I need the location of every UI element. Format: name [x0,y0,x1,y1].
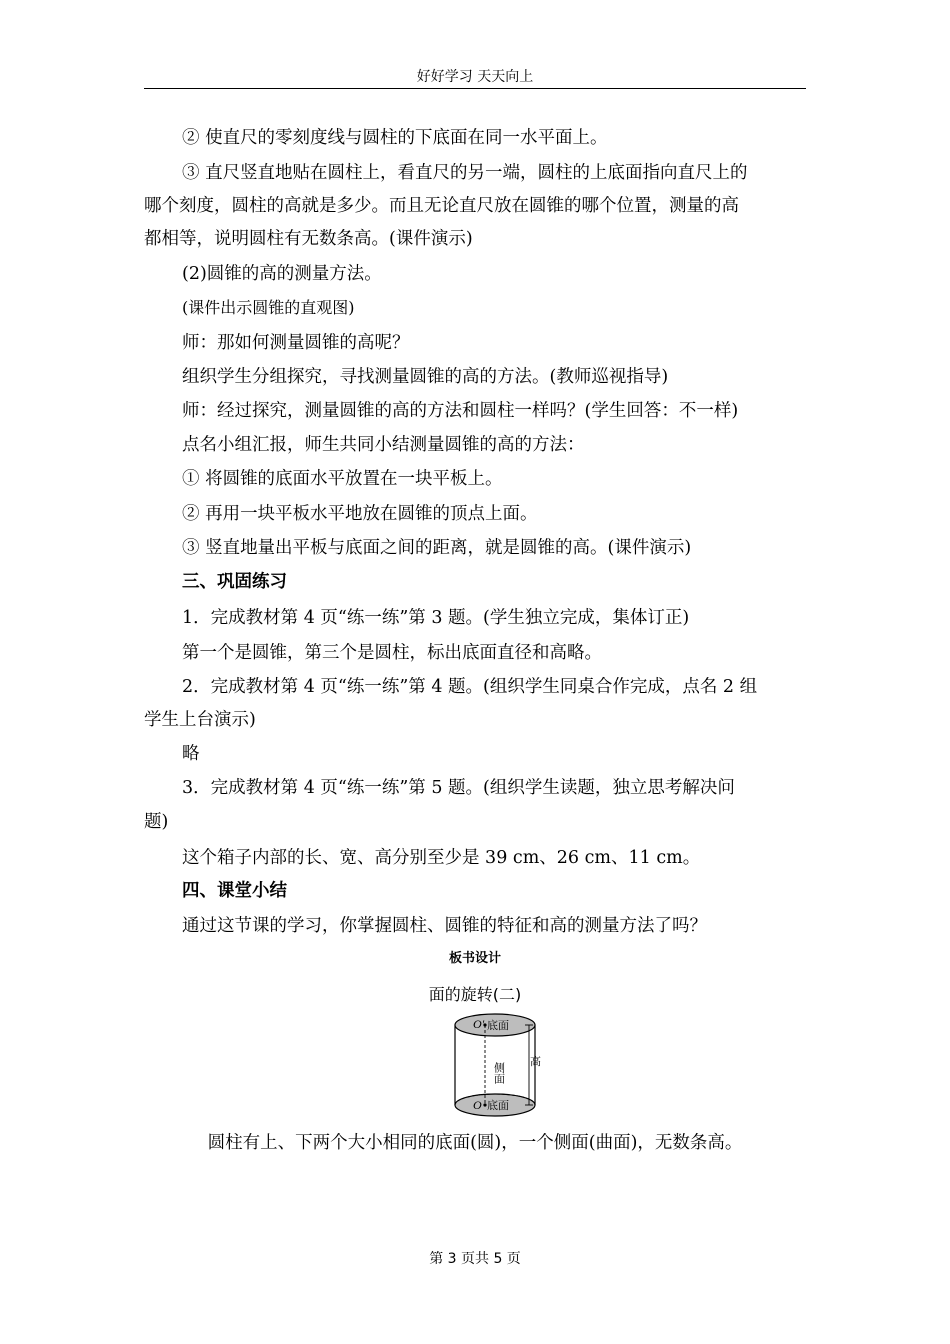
body-line: ② 再用一块平板水平地放在圆锥的顶点上面。 [182,504,538,524]
page-footer: 第 3 页共 5 页 [429,1251,521,1267]
page-header: 好好学习 天天向上 [416,69,534,85]
body-line: 点名小组汇报，师生共同小结测量圆锥的高的方法： [182,435,585,455]
body-line: 2．完成教材第 4 页“练一练”第 4 题。(组织学生同桌合作完成，点名 2 组 [182,677,758,697]
body-line: (2)圆锥的高的测量方法。 [182,264,382,284]
board-caption: 圆柱有上、下两个大小相同的底面(圆)，一个侧面(曲面)，无数条高。 [207,1133,743,1153]
top-base-label: 底面 [487,1019,509,1032]
body-line: ③ 竖直地量出平板与底面之间的距离，就是圆锥的高。(课件演示) [182,538,692,558]
body-line: 都相等，说明圆柱有无数条高。(课件演示) [144,229,473,249]
body-line: 题) [144,812,169,832]
cylinder-diagram [445,1010,545,1122]
section-heading: 三、巩固练习 [182,572,287,592]
section-heading: 四、课堂小结 [182,881,287,901]
top-center-label: O' [473,1017,485,1031]
board-design-label: 板书设计 [448,951,501,966]
bottom-center-label: O [473,1098,482,1112]
body-line: 略 [182,744,200,764]
body-line: 组织学生分组探究，寻找测量圆锥的高的方法。(教师巡视指导) [182,367,669,387]
body-line: (课件出示圆锥的直观图) [182,298,355,317]
bottom-base-label: 底面 [487,1099,509,1112]
body-line: ① 将圆锥的底面水平放置在一块平板上。 [182,469,503,489]
header-rule [144,88,806,89]
body-line: 哪个刻度，圆柱的高就是多少。而且无论直尺放在圆锥的哪个位置，测量的高 [144,196,739,216]
body-line: 第一个是圆锥，第三个是圆柱，标出底面直径和高略。 [182,643,602,663]
body-line: 3．完成教材第 4 页“练一练”第 5 题。(组织学生读题，独立思考解决问 [182,778,735,798]
body-line: 学生上台演示) [144,710,256,730]
body-line: ③ 直尺竖直地贴在圆柱上，看直尺的另一端，圆柱的上底面指向直尺上的 [182,163,748,183]
body-line: 师：经过探究，测量圆锥的高的方法和圆柱一样吗？(学生回答：不一样) [182,401,739,421]
side-label: 侧面 [492,1062,506,1084]
body-line: 1．完成教材第 4 页“练一练”第 3 题。(学生独立完成，集体订正) [182,608,690,628]
body-line: 师：那如何测量圆锥的高呢？ [182,333,410,353]
body-line: ② 使直尺的零刻度线与圆柱的下底面在同一水平面上。 [182,128,608,148]
body-line: 这个箱子内部的长、宽、高分别至少是 39 cm、26 cm、11 cm。 [182,848,701,868]
board-title: 面的旋转(二) [428,985,522,1004]
body-line: 通过这节课的学习，你掌握圆柱、圆锥的特征和高的测量方法了吗？ [182,916,707,936]
height-label: 高 [530,1055,541,1068]
